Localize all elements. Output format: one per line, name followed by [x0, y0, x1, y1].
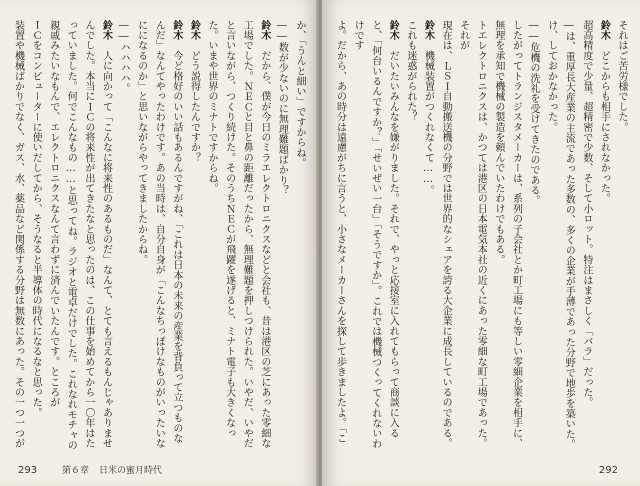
speaker-label: 鈴木	[258, 20, 270, 41]
speaker-label: 鈴木	[598, 20, 610, 41]
line-text: どこからも相手にされなかった。	[598, 50, 610, 204]
line-text: ――数が少ないのに無理難題ばかり？	[276, 20, 288, 196]
line-text: したがってトランジスタメーカーは、系列の子会社とか町工場にも等しい零細企業を相手に、無理を承知で機械の製造を頼んでいたわけでもある。	[492, 20, 522, 449]
text-line	[44, 20, 114, 452]
text-line	[185, 20, 203, 452]
line-text: ＩＣをコンピューターに使いだしてから、そうなると半導体の時代になるなと思った。	[30, 20, 42, 418]
line-text: ――ハハハハ。	[118, 20, 130, 94]
line-text: ――危機の洗礼を受けてきたのである。	[528, 20, 540, 206]
text-line	[436, 20, 454, 452]
speaker-label: 鈴木	[100, 20, 112, 41]
line-text: トエレクトロニクスは、かつては港区の日本電気本社の近くにあった零細な町工場であった。それが	[457, 20, 487, 449]
right-page	[322, 0, 640, 486]
text-line	[290, 20, 308, 452]
speaker-label: 鈴木	[170, 20, 182, 41]
line-text: どう説得したんですか？	[188, 50, 200, 163]
line-text: これも迷惑がられた？	[404, 20, 416, 122]
text-line	[401, 20, 419, 452]
running-head-chapter: 第６章	[62, 466, 90, 476]
line-text: だから、僕が今日のミラエレクトロニクスなどと会社も、昔は港区の芝にあった零細な工場でした。ＮＥＣと目と鼻の距離だったから、無理難題を押しつけられた。いやだ、いやだと言いながら、つくり続けた。そのうちＮＥＣが飛躍を遂げると、ミナト電子も大きくなった。いまや世界のミナトですからね。	[206, 20, 270, 449]
text-line	[595, 20, 613, 452]
running-head	[62, 463, 162, 476]
speaker-label: 鈴木	[188, 20, 200, 41]
text-line	[542, 20, 560, 452]
text-line	[27, 20, 45, 452]
text-line	[349, 20, 402, 452]
text-line	[202, 20, 272, 452]
line-text: け、しておかなかった。	[545, 20, 557, 133]
line-text: 現在は、ＬＳＩ自動搬送機の分野では世界的なシェアを誇る大企業に成長しているのである。	[440, 20, 452, 449]
text-line	[489, 20, 524, 452]
line-text: 人に向かって「こんなに将来性のあるものだ」なんて、とても言えるもんじゃありませんでした。本当にＩＣの将来性が出てきたなと思ったのは、この仕事を始めてから一〇年はたっていました。何でこんなもの……と思ってね。ラジオと電卓だけでした。これなれモチャの親戚みたいなもんで、エレクトロニクスなんて言わずに済んでいたんです。ところが	[47, 20, 112, 451]
line-text: よ。だから、あの時分は遠慮がちに言うと、小さなメーカーさんを探して歩きましたよ。「こ	[334, 20, 346, 444]
speaker-label: 鈴木	[422, 20, 434, 41]
text-line	[454, 20, 489, 452]
line-text: 機械装置がつくれなくて……。	[422, 50, 434, 196]
text-line	[419, 20, 437, 452]
line-text: それはご苦労様でした。	[616, 20, 627, 133]
line-text: だいたいみんなを嫌がりました。それで、やっと応接室に入れてもらって商談に入ると、「何台いるんですか？」「せいぜい一台」「そうですか」。これでは機械つくってくれないわけです	[352, 20, 399, 449]
left-page-body	[12, 20, 308, 452]
line-text: ―は、重厚長大産業の主流であった多数の、多くの企業が手薄であった分野で地歩を築いた。	[563, 20, 575, 450]
text-line	[524, 20, 542, 452]
left-page-number: 293	[18, 465, 38, 476]
line-text: か、「うんと細い」ですからね。	[294, 20, 305, 168]
text-line	[12, 20, 27, 452]
line-text: 今ど格好のいい話もあるんですがね、「これは日本の未来の産業を背負って立つものなんだ」なんてやったわけです。あの当時は、自分自身が「こんなちっぽけなものがいったいなにになるのか」と思いながらやってきましたからね。	[135, 20, 182, 449]
line-text: 超高精度で少量、超精密で少数、そして小ロット。特注はまさしく「バラ」だった。	[580, 20, 592, 408]
left-page	[0, 0, 318, 486]
text-line	[612, 20, 630, 452]
text-line	[132, 20, 185, 452]
right-page-body	[334, 20, 630, 452]
line-text: 装置や機械ばかりでなく、ガス、水、薬品など関係する分野は無数にあった。その一つ一つが	[12, 20, 24, 449]
speaker-label: 鈴木	[387, 20, 399, 41]
text-line	[114, 20, 132, 452]
running-head-title: 日米の蜜月時代	[99, 466, 163, 476]
right-page-number: 292	[598, 465, 618, 476]
text-line	[577, 20, 595, 452]
text-line	[334, 20, 349, 452]
text-line	[560, 20, 578, 452]
text-line	[273, 20, 291, 452]
